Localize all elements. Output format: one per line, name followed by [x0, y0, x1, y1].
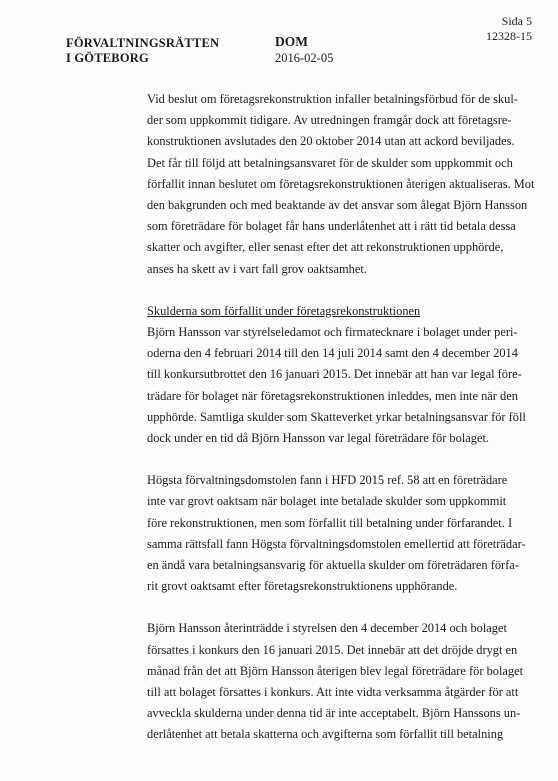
case-number: 12328-15 — [486, 29, 532, 43]
court-name — [66, 36, 219, 66]
text-line: månad från det att Björn Hansson återigen blev legal företrädare för bolaget — [147, 663, 524, 678]
paragraph — [147, 618, 524, 745]
text-line: konstruktionen avslutades den 20 oktober 2014 utan att ackord beviljades. — [147, 134, 515, 149]
paragraph-spacer — [147, 449, 495, 470]
court-name-line-1: FÖRVALTNINGSRÄTTEN — [66, 36, 220, 50]
paragraph — [147, 470, 526, 597]
text-line: avveckla skulderna under denna tid är inte acceptabelt. Björn Hanssons un- — [147, 706, 521, 721]
text-line: samma rättsfall fann Högsta förvaltningsdomstolen emellertid att företrädar- — [147, 536, 526, 551]
text-line: Vid beslut om företagsrekonstruktion infaller betalningsförbud för de skul- — [147, 92, 518, 106]
text-line: skatter och avgifter, eller senast efter det att rekonstruktionen upphörde, — [147, 240, 504, 255]
text-line: derlåtenhet att betala skatterna och avgifterna som förfallit till betalning — [147, 727, 504, 742]
document-type: DOM — [275, 34, 308, 49]
paragraph-spacer — [147, 597, 495, 618]
paragraph — [147, 89, 535, 280]
text-line: anses ha skett av i vart fall grov oaktsamhet. — [147, 261, 367, 276]
text-line: dock under en tid då Björn Hansson var legal företrädare för bolaget. — [147, 431, 489, 446]
text-line: före rekonstruktionen, men som förfallit till betalning under förfarandet. I — [147, 515, 513, 530]
text-line: Björn Hansson var styrelseledamot och firmatecknare i bolaget under peri- — [147, 325, 518, 340]
paragraph-spacer — [147, 280, 495, 301]
page-info — [486, 14, 532, 44]
text-line: Högsta förvaltningsdomstolen fann i HFD 2015 ref. 58 att en företrädare — [147, 473, 508, 488]
text-line: till att bolaget försattes i konkurs. Att inte vidta verksamma åtgärder för att — [147, 685, 519, 700]
text-line: den bakgrunden och med beaktande av det ansvar som ålegat Björn Hansson — [147, 198, 528, 213]
text-line: rit grovt oaktsamt efter företagsrekonstruktionens upphörande. — [147, 579, 458, 594]
section-heading: Skulderna som förfallit under företagsrekonstruktionen — [147, 303, 421, 318]
text-line: till konkursutbrottet den 16 januari 2015. Det innebär att han var legal före- — [147, 367, 522, 382]
court-name-line-2: I GÖTEBORG — [66, 51, 149, 65]
text-line: trädare för bolaget när företagsrekonstruktionen inleddes, men inte när den — [147, 388, 518, 403]
document-body — [147, 89, 535, 746]
text-line: upphörde. Samtliga skulder som Skatteverket yrkar betalningsansvar för föll — [147, 409, 526, 424]
text-line: inte var grovt oaktsam när bolaget inte betalade skulder som uppkommit — [147, 494, 507, 509]
text-line: en ändå vara betalningsansvarig för aktuella skulder om företrädaren förfa- — [147, 558, 519, 573]
text-line: der som uppkommit tidigare. Av utredningen framgår dock att företagsre- — [147, 113, 512, 128]
paragraph — [147, 301, 526, 449]
text-line: förfallit innan beslutet om företagsrekonstruktionen återigen aktualiseras. Mot — [147, 176, 535, 191]
text-line: försattes i konkurs den 16 januari 2015. Det innebär att det dröjde drygt en — [147, 642, 518, 657]
text-line: Björn Hansson återinträdde i styrelsen den 4 december 2014 och bolaget — [147, 621, 507, 636]
document-date: 2016-02-05 — [275, 51, 334, 65]
page-number: Sida 5 — [501, 14, 532, 28]
text-line: Det får till följd att betalningsansvaret för de skulder som uppkommit och — [147, 155, 513, 170]
text-line: som företrädare för bolaget får hans underlåtenhet att i rätt tid betala dessa — [147, 219, 516, 234]
text-line: oderna den 4 februari 2014 till den 14 juli 2014 samt den 4 december 2014 — [147, 346, 518, 361]
